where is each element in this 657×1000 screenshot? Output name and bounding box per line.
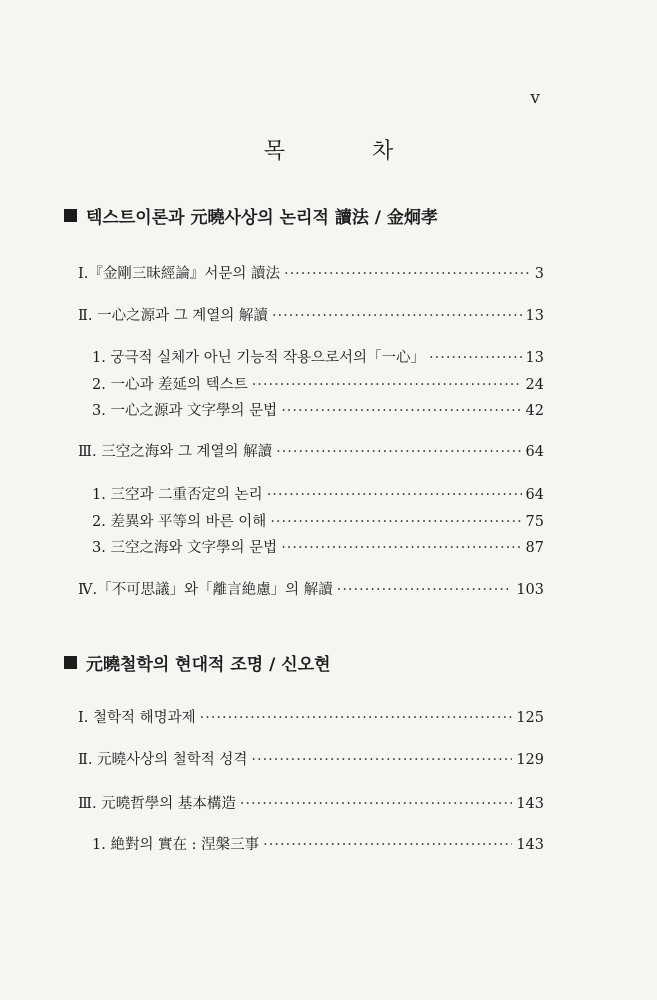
entry-label: Ⅰ. 철학적 해명과제	[78, 710, 196, 726]
dot-leader	[240, 796, 512, 812]
entry-label: Ⅳ.「不可思議」와「離言絶慮」의 解讀	[78, 582, 333, 598]
dot-leader	[337, 582, 513, 598]
entry-page: 3	[534, 266, 544, 282]
entry-label: 1. 三空과 二重否定의 논리	[92, 487, 263, 503]
dot-leader	[267, 487, 522, 503]
toc-entry[interactable]	[78, 748, 544, 769]
toc-entry[interactable]	[78, 440, 544, 461]
toc-entry[interactable]	[92, 346, 544, 367]
dot-leader	[429, 350, 522, 366]
entry-page: 13	[525, 350, 544, 366]
dot-leader	[200, 710, 513, 726]
entry-label: Ⅱ. 一心之源과 그 계열의 解讀	[78, 308, 268, 324]
entry-page: 24	[525, 377, 544, 393]
section-heading-1	[64, 203, 438, 228]
section-heading-text: 텍스트이론과 元曉사상의 논리적 讀法 / 金炯孝	[86, 208, 438, 228]
entry-page: 42	[525, 403, 544, 419]
entry-label: 3. 三空之海와 文字學의 문법	[92, 540, 278, 556]
entry-page: 64	[525, 444, 544, 460]
entry-label: 2. 差異와 平等의 바른 이해	[92, 514, 267, 530]
toc-entry[interactable]	[92, 536, 544, 557]
toc-entry[interactable]	[78, 792, 544, 813]
dot-leader	[252, 377, 522, 393]
toc-entry[interactable]	[92, 399, 544, 420]
entry-label: 3. 一心之源과 文字學의 문법	[92, 403, 278, 419]
entry-page: 13	[525, 308, 544, 324]
entry-page: 103	[516, 582, 544, 598]
toc-entry[interactable]	[78, 706, 544, 727]
entry-label: Ⅰ.『金剛三昧經論』서문의 讀法	[78, 266, 280, 282]
entry-label: Ⅲ. 三空之海와 그 계열의 解讀	[78, 444, 273, 460]
section-heading-2	[64, 650, 331, 675]
toc-entry[interactable]	[78, 304, 544, 325]
section-heading-text: 元曉철학의 현대적 조명 / 신오현	[86, 655, 331, 675]
toc-entry[interactable]	[92, 483, 544, 504]
toc-title: 목 차	[263, 139, 434, 164]
dot-leader	[251, 752, 512, 768]
dot-leader	[281, 540, 521, 556]
entry-page: 75	[525, 514, 544, 530]
toc-entry[interactable]	[92, 373, 544, 394]
dot-leader	[276, 444, 521, 460]
entry-page: 143	[516, 837, 544, 853]
square-bullet-icon	[64, 209, 77, 222]
toc-entry[interactable]	[78, 578, 544, 599]
toc-entry[interactable]	[92, 833, 544, 854]
entry-page: 129	[516, 752, 544, 768]
entry-page: 87	[525, 540, 544, 556]
dot-leader	[284, 266, 531, 282]
entry-label: Ⅲ. 元曉哲學의 基本構造	[78, 796, 236, 812]
page-number: v	[530, 88, 540, 108]
dot-leader	[281, 403, 521, 419]
toc-entry[interactable]	[92, 510, 544, 531]
entry-label: 2. 一心과 差延의 텍스트	[92, 377, 248, 393]
square-bullet-icon	[64, 656, 77, 669]
toc-entry[interactable]	[78, 262, 544, 283]
dot-leader	[270, 514, 521, 530]
entry-page: 143	[516, 796, 544, 812]
entry-label: 1. 絶對의 實在 : 涅槃三事	[92, 837, 260, 853]
dot-leader	[272, 308, 522, 324]
dot-leader	[263, 837, 512, 853]
entry-label: Ⅱ. 元曉사상의 철학적 성격	[78, 752, 248, 768]
entry-page: 64	[525, 487, 544, 503]
entry-page: 125	[516, 710, 544, 726]
entry-label: 1. 궁극적 실체가 아닌 기능적 작용으로서의「一心」	[92, 350, 425, 366]
